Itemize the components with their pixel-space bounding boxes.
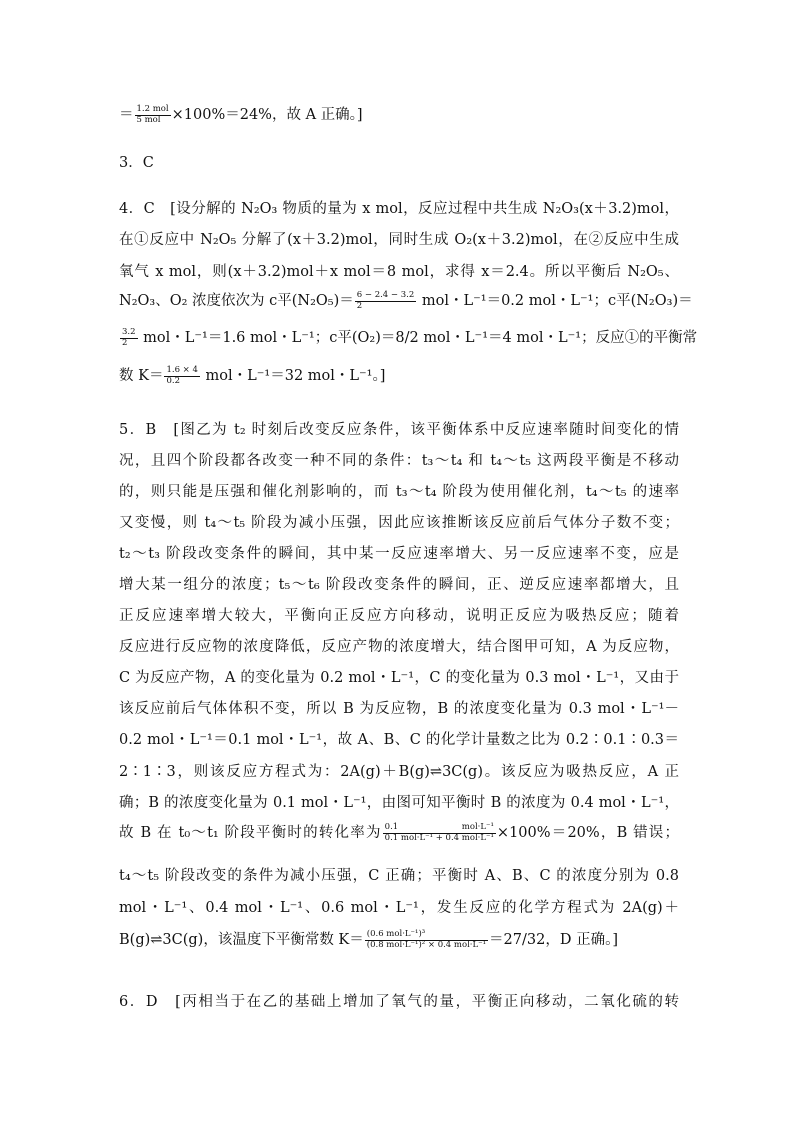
text-line: C 为反应产物，A 的变化量为 0.2 mol・L⁻¹，C 的变化量为 0.3 mol・L⁻¹，又由于 bbox=[119, 670, 679, 686]
text-line: 的，则只能是压强和催化剂影响的，而 t₃～t₄ 阶段为使用催化剂，t₄～t₅ 的速率 bbox=[119, 484, 679, 500]
text-line: 况，且四个阶段都各改变一种不同的条件：t₃～t₄ 和 t₄～t₅ 这两段平衡是不移动 bbox=[119, 453, 679, 469]
text-line: B(g)⇌3C(g)，该温度下平衡常数 K＝ $\frac{\text{(0.6 mol·L⁻¹)³}}{\text{(0.8 mol·L⁻¹)² × 0.4 mol·L⁻¹}}$ ＝27/32，D 正确。] bbox=[119, 928, 618, 950]
text-line: 0.2 mol・L⁻¹＝0.1 mol・L⁻¹，故 A、B、C 的化学计量数之比为 0.2∶0.1∶0.3＝ bbox=[119, 732, 679, 748]
fraction: $\frac{3.2}{2}$ bbox=[122, 326, 136, 348]
text-line: 反应进行反应物的浓度降低，反应产物的浓度增大，结合图甲可知，A 为反应物， bbox=[119, 639, 679, 655]
text-line: ＝ $\frac{\text{1.2 mol}}{\text{5 mol}}$ ×100%＝24%，故 A 正确。] bbox=[119, 103, 363, 125]
text-line: 在①反应中 N₂O₅ 分解了(x＋3.2)mol，同时生成 O₂(x＋3.2)mol，在②反应中生成 bbox=[119, 232, 679, 248]
text-line: 5．B [图乙为 t₂ 时刻后改变反应条件，该平衡体系中反应速率随时间变化的情 bbox=[119, 422, 679, 438]
text-line: 又变慢，则 t₄～t₅ 阶段为减小压强，因此应该推断该反应前后气体分子数不变； bbox=[119, 515, 679, 531]
text-line: t₄～t₅ 阶段改变的条件为减小压强，C 正确；平衡时 A、B、C 的浓度分别为 0.8 bbox=[119, 868, 679, 884]
text-line: 氧气 x mol，则(x＋3.2)mol＋x mol＝8 mol，求得 x＝2.4。所以平衡后 N₂O₅、 bbox=[119, 264, 679, 280]
text-line: N₂O₃、O₂ 浓度依次为 c平(N₂O₅)＝ $\frac{6 - 2.4 - 3.2}{2}$ mol・L⁻¹＝0.2 mol・L⁻¹；c平(N₂O₃)＝ bbox=[119, 289, 693, 311]
text-line: 6．D [丙相当于在乙的基础上增加了氧气的量，平衡正向移动，二氧化硫的转 bbox=[119, 994, 679, 1010]
text-line: $\frac{3.2}{2}$ mol・L⁻¹＝1.6 mol・L⁻¹；c平(O₂)＝8/2 mol・L⁻¹＝4 mol・L⁻¹；反应①的平衡常 bbox=[122, 326, 698, 348]
text-line: 该反应前后气体体积不变，所以 B 为反应物，B 的浓度变化量为 0.3 mol・L⁻¹－ bbox=[119, 701, 679, 717]
fraction: $\frac{6 - 2.4 - 3.2}{2}$ bbox=[356, 289, 415, 311]
answer-number: 3．C bbox=[119, 155, 154, 171]
text-line: 2∶1∶3，则该反应方程式为：2A(g)＋B(g)⇌3C(g)。该反应为吸热反应，A 正 bbox=[119, 764, 679, 780]
fraction: $\frac{1.6 \times 4}{0.2}$ bbox=[166, 364, 198, 386]
text-line: 正反应速率增大较大，平衡向正反应方向移动，说明正反应为吸热反应；随着 bbox=[119, 608, 679, 624]
text-line: 增大某一组分的浓度；t₅～t₆ 阶段改变条件的瞬间，正、逆反应速率都增大，且 bbox=[119, 577, 679, 593]
text-line: 确；B 的浓度变化量为 0.1 mol・L⁻¹，由图可知平衡时 B 的浓度为 0.4 mol・L⁻¹， bbox=[119, 795, 679, 811]
text-line: 4．C [设分解的 N₂O₃ 物质的量为 x mol，反应过程中共生成 N₂O₃(x＋3.2)mol， bbox=[119, 201, 679, 217]
text-line: 数 K＝ $\frac{1.6 \times 4}{0.2}$ mol・L⁻¹＝32 mol・L⁻¹。] bbox=[119, 364, 386, 386]
text-line: t₂～t₃ 阶段改变条件的瞬间，其中某一反应速率增大、另一反应速率不变，应是 bbox=[119, 546, 679, 562]
text-line: 故 B 在 t₀～t₁ 阶段平衡时的转化率为 $\frac{\text{0.1 mol·L⁻¹}}{\text{0.1 mol·L⁻¹ + 0.4 mol·L⁻¹}}$ ×100%＝20%，B 错误； bbox=[119, 821, 679, 843]
fraction: $\frac{\text{1.2 mol}}{\text{5 mol}}$ bbox=[136, 103, 169, 125]
fraction: $\frac{\text{(0.6 mol·L⁻¹)³}}{\text{(0.8 mol·L⁻¹)² × 0.4 mol·L⁻¹}}$ bbox=[366, 928, 487, 950]
text-line: mol・L⁻¹、0.4 mol・L⁻¹、0.6 mol・L⁻¹，发生反应的化学方程式为 2A(g)＋ bbox=[119, 900, 679, 916]
fraction: $\frac{\text{0.1 mol·L⁻¹}}{\text{0.1 mol·L⁻¹ + 0.4 mol·L⁻¹}}$ bbox=[384, 821, 494, 843]
